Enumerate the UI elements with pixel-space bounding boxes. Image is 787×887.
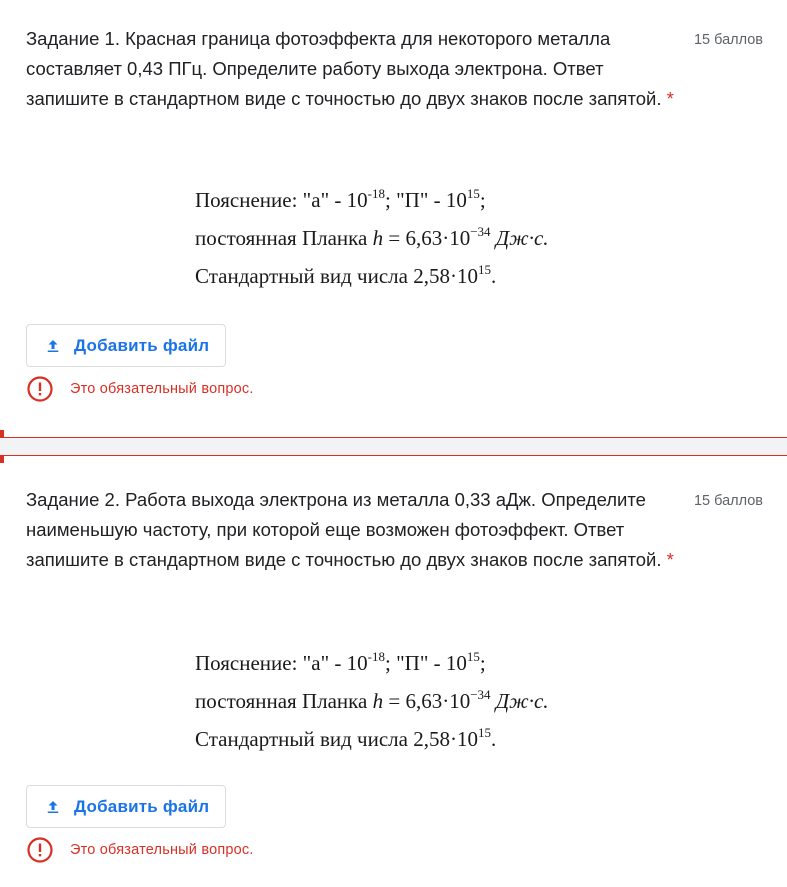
explanation-image	[195, 644, 635, 758]
explanation-line-2: постоянная Планка $h = 6,63\cdot 10^{-34}$ Дж·с.	[195, 687, 549, 713]
add-file-label: Добавить файл	[74, 335, 210, 355]
question-title	[26, 24, 676, 114]
points-label: 15 баллов	[693, 493, 763, 509]
explanation-line-3: Стандартный вид числа $2,58\cdot 10^{15}$.	[195, 725, 497, 751]
explanation-image	[195, 181, 635, 295]
add-file-label: Добавить файл	[74, 796, 210, 816]
required-asterisk: *	[666, 549, 674, 570]
question-title-text: Задание 2. Работа выхода электрона из металла 0,33 аДж. Определите наименьшую частоту, при которой еще возможен фотоэффект. Ответ запишите в стандартном виде с точностью до двух знаков после запятой.	[26, 489, 662, 570]
add-file-button[interactable]	[26, 785, 226, 828]
explanation-line-1: Пояснение: "а" - $10^{-18}$; "П" - $10^{15}$;	[195, 649, 486, 675]
explanation-line-1: Пояснение: "а" - $10^{-18}$; "П" - $10^{15}$;	[195, 186, 486, 212]
required-error	[26, 836, 254, 864]
card-gap	[0, 438, 787, 455]
question-card-1	[0, 0, 787, 438]
upload-icon	[44, 798, 62, 816]
add-file-button[interactable]	[26, 324, 226, 367]
card-2-error-stub	[0, 455, 4, 463]
error-icon	[26, 836, 54, 864]
explanation-line-2: постоянная Планка $h = 6,63\cdot 10^{-34}$ Дж·с.	[195, 224, 549, 250]
upload-icon	[44, 337, 62, 355]
error-text: Это обязательный вопрос.	[70, 381, 254, 397]
question-card-2	[0, 455, 787, 887]
question-title-text: Задание 1. Красная граница фотоэффекта для некоторого металла составляет 0,43 ПГц. Определите работу выхода электрона. Ответ запишите в стандартном виде с точностью до двух знаков после запятой.	[26, 28, 662, 109]
required-error	[26, 375, 254, 403]
points-label: 15 баллов	[693, 32, 763, 48]
card-1-error-stub	[0, 430, 4, 438]
error-text: Это обязательный вопрос.	[70, 842, 254, 858]
explanation-line-3: Стандартный вид числа $2,58\cdot 10^{15}$.	[195, 262, 497, 288]
card-2-error-border	[0, 455, 787, 456]
question-title	[26, 485, 676, 575]
required-asterisk: *	[666, 88, 674, 109]
error-icon	[26, 375, 54, 403]
